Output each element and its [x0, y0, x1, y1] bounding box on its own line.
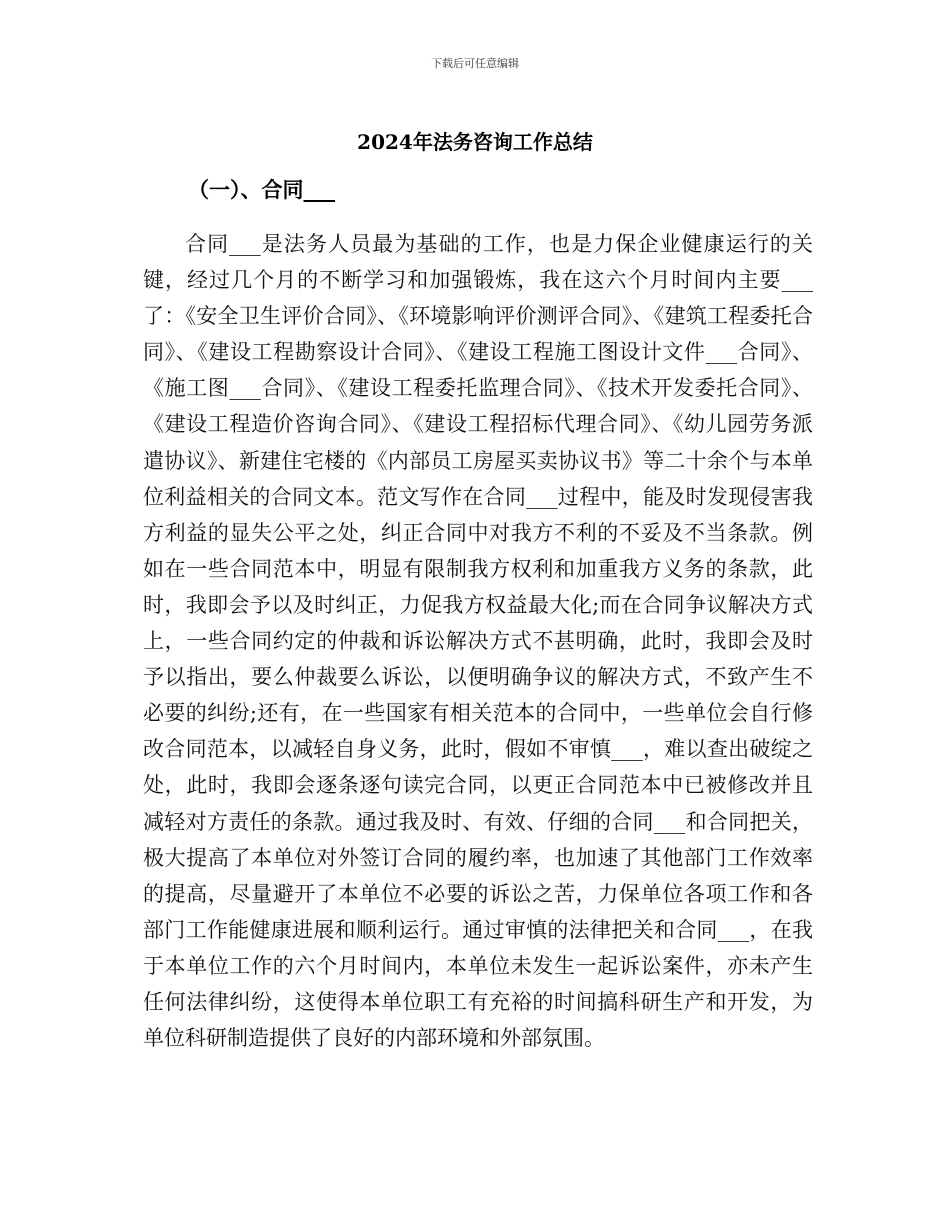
document-title: 2024年法务咨询工作总结 — [357, 130, 593, 154]
body-paragraph: 合同___是法务人员最为基础的工作，也是力保企业健康运行的关键，经过几个月的不断学习和加强锻炼，我在这六个月时间内主要___了：《安全卫生评价合同》、《环境影响评价测评合同》、《建筑工程委托合同》、《建设工程勘察设计合同》、《建设工程施工图设计文件___合同》、《施工图___合同》、《建设工程委托监理合同》、《技术开发委托合同》、《建设工程造价咨询合同》、《建设工程招标代理合同》、《幼儿园劳务派遣协议》、新建住宅楼的《内部员工房屋买卖协议书》等二十余个与本单位利益相关的合同文本。范文写作在合同___过程中，能及时发现侵害我方利益的显失公平之处，纠正合同中对我方不利的不妥及不当条款。例如在一些合同范本中，明显有限制我方权利和加重我方义务的条款，此时，我即会予以及时纠正，力促我方权益最大化;而在合同争议解决方式上，一些合同约定的仲裁和诉讼解决方式不甚明确，此时，我即会及时予以指出，要么仲裁要么诉讼，以便明确争议的解决方式，不致产生不必要的纠纷;还有，在一些国家有相关范本的合同中，一些单位会自行修改合同范本，以减轻自身义务，此时，假如不审慎___，难以查出破绽之处，此时，我即会逐条逐句读完合同，以更正合同范本中已被修改并且减轻对方责任的条款。通过我及时、有效、仔细的合同___和合同把关，极大提高了本单位对外签订合同的履约率，也加速了其他部门工作效率的提高，尽量避开了本单位不必要的诉讼之苦，力保单位各项工作和各部门工作能健康进展和顺利运行。通过审慎的法律把关和合同___，在我于本单位工作的六个月时间内，本单位未发生一起诉讼案件，亦未产生任何法律纠纷，这使得本单位职工有充裕的时间搞科研生产和开发，为单位科研制造提供了良好的内部环境和外部氛围。 — [143, 232, 813, 1051]
page-header-note: 下载后可任意编辑 — [431, 57, 519, 70]
section-heading: （一）、合同___ — [188, 177, 335, 202]
